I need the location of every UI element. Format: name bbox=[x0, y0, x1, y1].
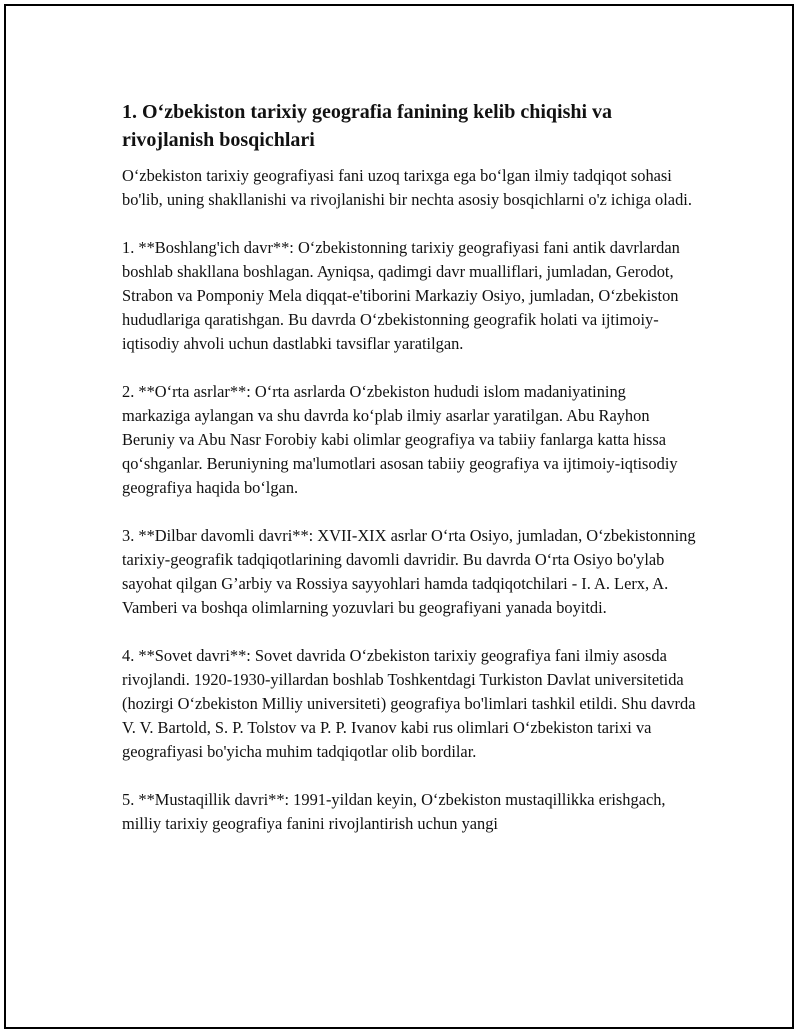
paragraph-5: 5. **Mustaqillik davri**: 1991-yildan keyin, Oʻzbekiston mustaqillikka erishgach, milliy tarixiy geografiya fanini rivojlantirish uchun yangi bbox=[122, 790, 666, 833]
paragraph-4: 4. **Sovet davri**: Sovet davrida Oʻzbekiston tarixiy geografiya fani ilmiy asosda rivojlandi. 1920-1930-yillardan boshlab Toshkentdagi Turkiston Davlat universitetida (hozirgi Oʻzbekiston Milliy universiteti) geografiya bo'limlari tashkil etildi. Shu davrda V. V. Bartold, S. P. Tolstov va P. P. Ivanov kabi rus olimlari Oʻzbekiston tarixi va geografiyasi bo'yicha muhim tadqiqotlar olib bordilar. bbox=[122, 646, 696, 761]
document-body bbox=[122, 98, 697, 860]
document-page bbox=[4, 4, 794, 1029]
document-title: 1. Oʻzbekiston tarixiy geografia fanining kelib chiqishi va rivojlanish bosqichlari bbox=[122, 101, 613, 151]
intro-paragraph: Oʻzbekiston tarixiy geografiyasi fani uzoq tarixga ega boʻlgan ilmiy tadqiqot sohasi bo'lib, uning shakllanishi va rivojlanishi bir nechta asosiy bosqichlarni o'z ichiga oladi. bbox=[122, 166, 692, 209]
paragraph-2: 2. **Oʻrta asrlar**: Oʻrta asrlarda Oʻzbekiston hududi islom madaniyatining markaziga aylangan va shu davrda koʻplab ilmiy asarlar yaratilgan. Abu Rayhon Beruniy va Abu Nasr Forobiy kabi olimlar geografiya va tabiiy fanlarga katta hissa qoʻshganlar. Beruniyning ma'lumotlari asosan tabiiy geografiya va ijtimoiy-iqtisodiy geografiya haqida boʻlgan. bbox=[122, 382, 678, 497]
paragraph-1: 1. **Boshlang'ich davr**: Oʻzbekistonning tarixiy geografiyasi fani antik davrlardan boshlab shakllana boshlagan. Ayniqsa, qadimgi davr mualliflari, jumladan, Gerodot, Strabon va Pomponiy Mela diqqat-e'tiborini Markaziy Osiyo, jumladan, Oʻzbekiston hududlariga qaratishgan. Bu davrda Oʻzbekistonning geografik holati va ijtimoiy-iqtisodiy ahvoli uchun dastlabki tavsiflar yaratilgan. bbox=[122, 238, 680, 353]
paragraph-3: 3. **Dilbar davomli davri**: XVII-XIX asrlar Oʻrta Osiyo, jumladan, Oʻzbekistonning tarixiy-geografik tadqiqotlarining davomli davridir. Bu davrda Oʻrta Osiyo bo'ylab sayohat qilgan G’arbiy va Rossiya sayyohlari hamda tadqiqotchilari - I. A. Lerx, A. Vamberi va boshqa olimlarning yozuvlari bu geografiyani yanada boyitdi. bbox=[122, 526, 696, 617]
